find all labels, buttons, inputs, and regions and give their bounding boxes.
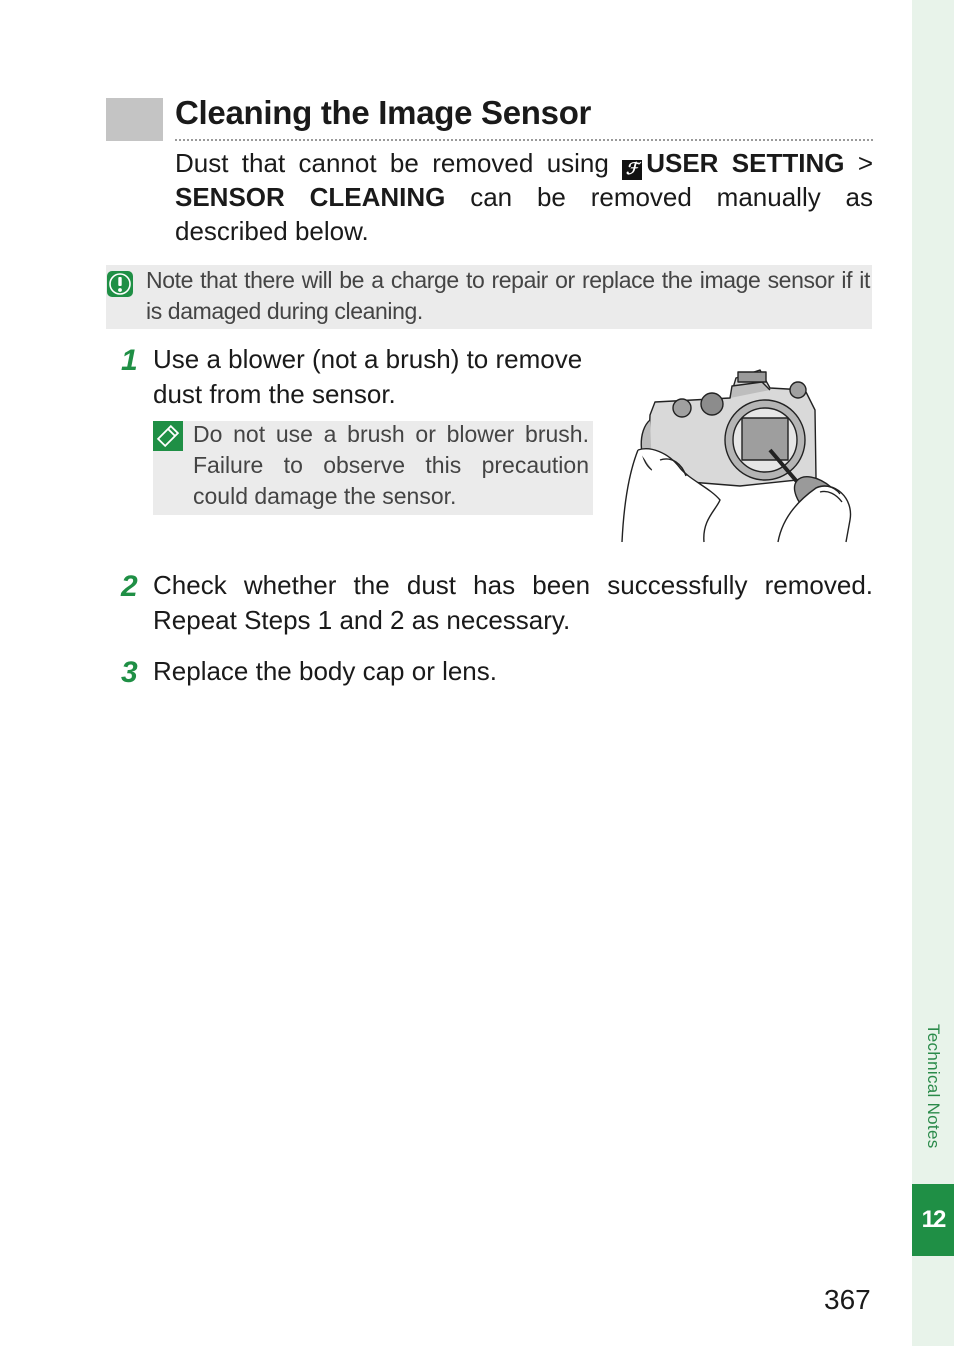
intro-prefix: Dust that cannot be removed using bbox=[175, 148, 623, 178]
page-title: Cleaning the Image Sensor bbox=[175, 94, 592, 131]
menu-sensor-cleaning: SENSOR CLEANING bbox=[175, 182, 446, 212]
step-1-number: 1 bbox=[121, 344, 137, 377]
step-3-number: 3 bbox=[121, 656, 137, 689]
step-2-number: 2 bbox=[121, 570, 137, 603]
note-line-3: could damage the sensor. bbox=[193, 483, 457, 509]
menu-separator: > bbox=[844, 148, 873, 178]
note-line-1: Do not use a brush or blower brush. bbox=[193, 421, 589, 447]
step-2-text: Check whether the dust has been successfully removed. Repeat Steps 1 and 2 as necessary. bbox=[153, 570, 873, 635]
note-icon bbox=[153, 421, 183, 451]
chapter-tab[interactable]: 12 bbox=[912, 1184, 954, 1256]
page-number: 367 bbox=[824, 1284, 871, 1315]
step-1-text: Use a blower (not a brush) to remove dust from the sensor. bbox=[153, 344, 583, 409]
chapter-section-label: Technical Notes bbox=[924, 1024, 943, 1149]
caution-text: Note that there will be a charge to repair or replace the image sensor if it is damaged during cleaning. bbox=[146, 267, 870, 324]
camera-cleaning-illustration bbox=[620, 360, 865, 545]
title-divider bbox=[175, 139, 873, 141]
note-text bbox=[193, 419, 589, 512]
user-setting-icon: ℱ bbox=[622, 160, 642, 180]
intro-suffix: can be removed manually as described below. bbox=[175, 182, 873, 246]
intro-paragraph bbox=[175, 146, 873, 248]
note-line-2: Failure to observe this precaution bbox=[193, 452, 589, 478]
caution-icon bbox=[106, 270, 134, 298]
menu-user-setting: USER SETTING bbox=[646, 148, 845, 178]
step-3-text: Replace the body cap or lens. bbox=[153, 656, 497, 686]
heading-marker bbox=[106, 98, 163, 141]
